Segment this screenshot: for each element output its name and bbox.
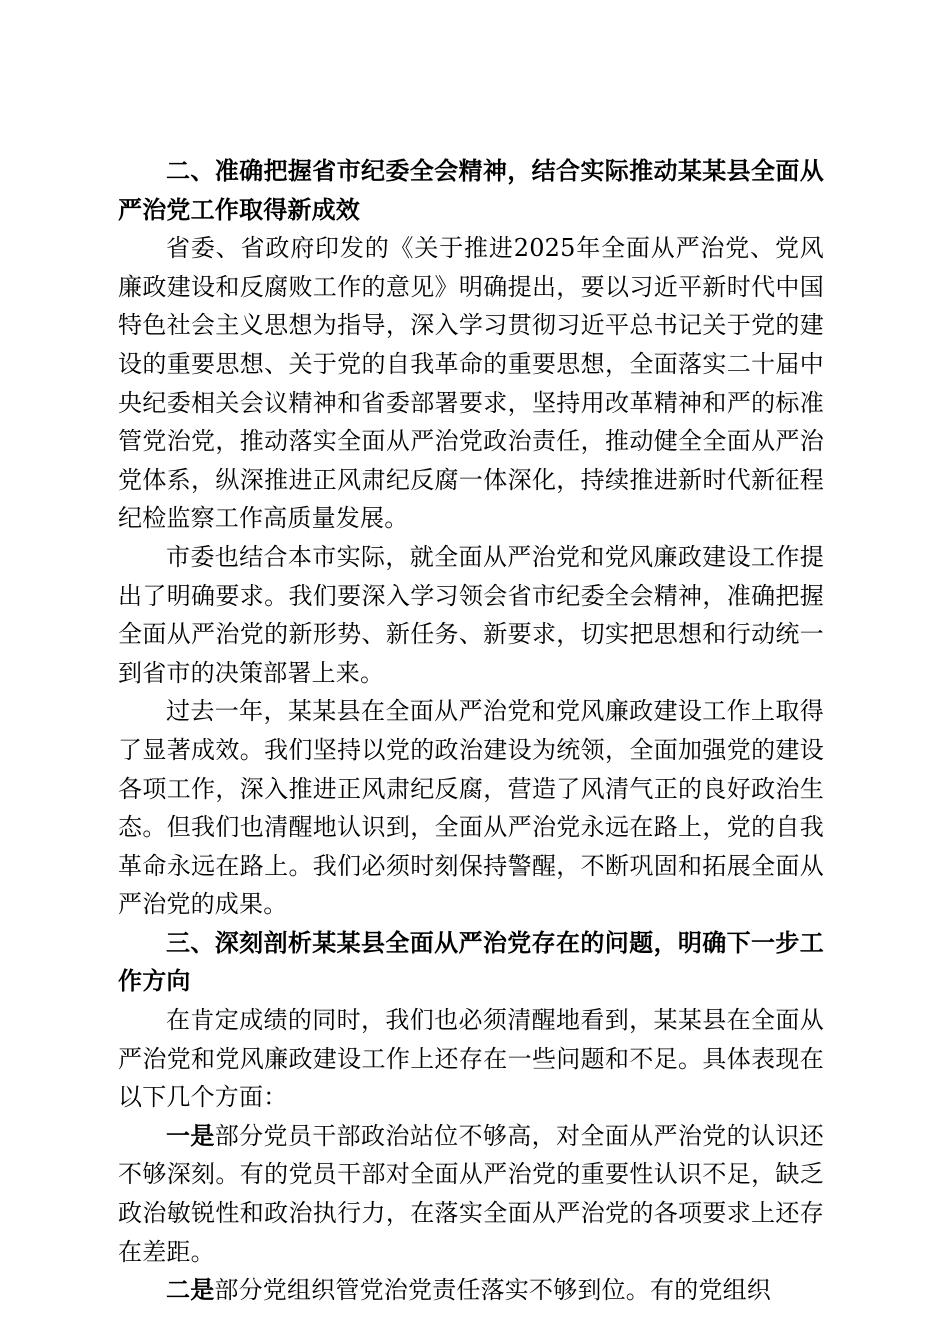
document-page [118,152,824,1310]
point-2-lead: 二是 [166,1276,215,1305]
point-1-lead: 一是 [166,1121,215,1150]
point-1-text: 部分党员干部政治站位不够高，对全面从严治党的认识还不够深刻。有的党员干部对全面从严治党的重要性认识不足，缺乏政治敏锐性和政治执行力，在落实全面从严治党的各项要求上还存在差距。 [118,1121,825,1266]
section-3-heading: 三、深刻剖析某某县全面从严治党存在的问题，明确下一步工作方向 [118,928,824,996]
section-3-point-2 [118,1271,824,1310]
section-2-paragraph-3: 过去一年，某某县在全面从严治党和党风廉政建设工作上取得了显著成效。我们坚持以党的政治建设为统领，全面加强党的建设各项工作，深入推进正风肃纪反腐，营造了风清气正的良好政治生态。但我们也清醒地认识到，全面从严治党永远在路上，党的自我革命永远在路上。我们必须时刻保持警醒，不断巩固和拓展全面从严治党的成果。 [118,697,824,919]
section-2-paragraph-1: 省委、省政府印发的《关于推进2025年全面从严治党、党风廉政建设和反腐败工作的意见》明确提出，要以习近平新时代中国特色社会主义思想为指导，深入学习贯彻习近平总书记关于党的建设的重要思想、关于党的自我革命的重要思想，全面落实二十届中央纪委相关会议精神和省委部署要求，坚持用改革精神和严的标准管党治党，推动落实全面从严治党政治责任，推动健全全面从严治党体系，纵深推进正风肃纪反腐一体深化，持续推进新时代新征程纪检监察工作高质量发展。 [118,234,824,533]
section-2-heading: 二、准确把握省市纪委全会精神，结合实际推动某某县全面从严治党工作取得新成效 [118,157,824,224]
section-3-intro: 在肯定成绩的同时，我们也必须清醒地看到，某某县在全面从严治党和党风廉政建设工作上还存在一些问题和不足。具体表现在以下几个方面： [118,1006,824,1112]
point-2-text: 部分党组织管党治党责任落实不够到位。有的党组织 [214,1276,772,1305]
section-3-point-1 [118,1117,824,1271]
section-2-paragraph-2: 市委也结合本市实际，就全面从严治党和党风廉政建设工作提出了明确要求。我们要深入学习领会省市纪委全会精神，准确把握全面从严治党的新形势、新任务、新要求，切实把思想和行动统一到省市的决策部署上来。 [118,542,824,687]
